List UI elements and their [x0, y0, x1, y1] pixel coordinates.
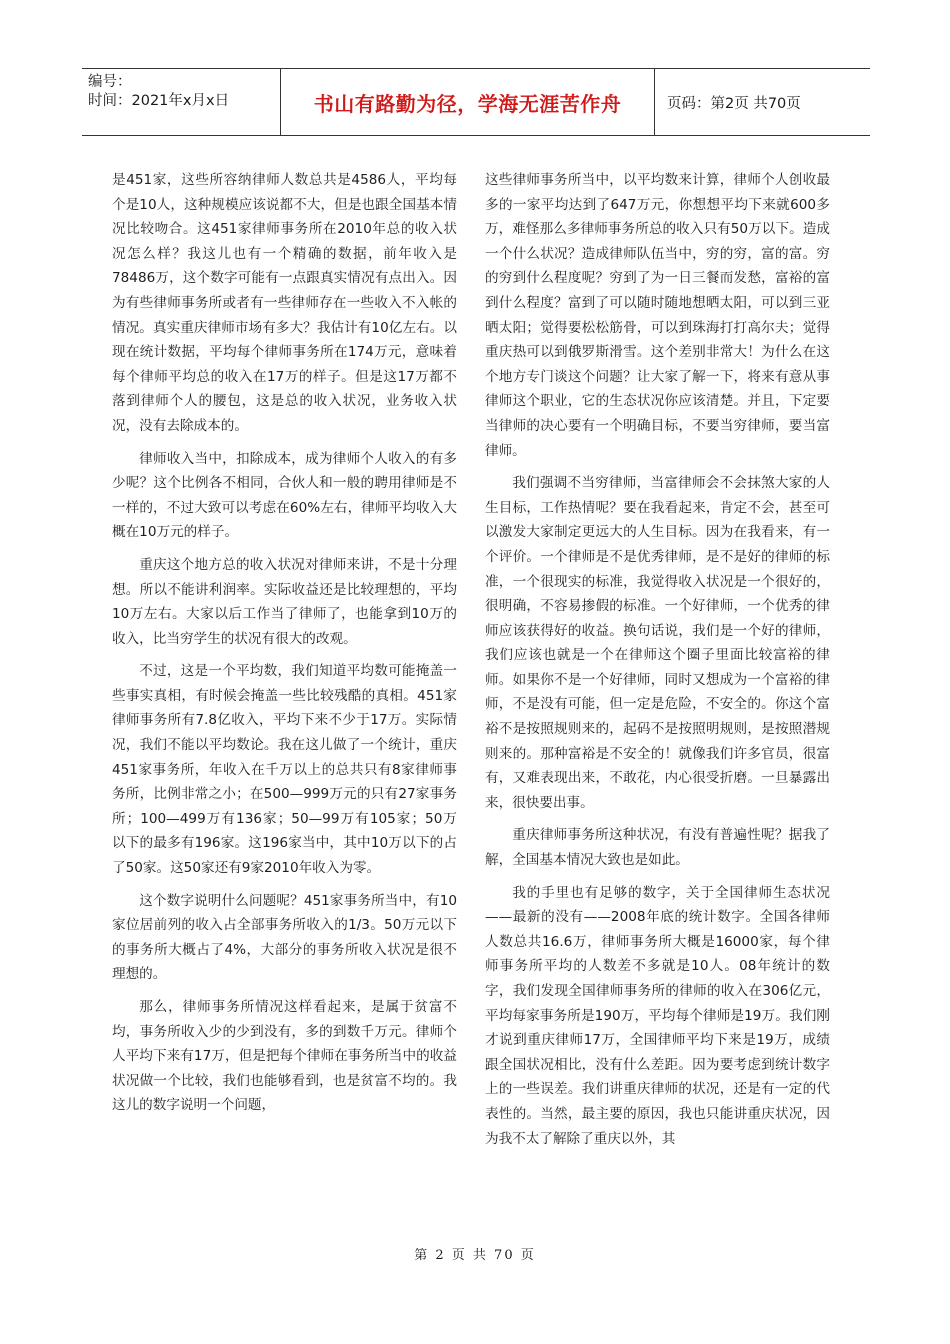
- right-column: [485, 168, 830, 1228]
- left-column: [112, 168, 457, 1228]
- paragraph: 是451家，这些所容纳律师人数总共是4586人，平均每个是10人，这种规模应该说都不大，但是也跟全国基本情况比较吻合。这451家律师事务所在2010年总的收入状况怎么样？我这儿也有一个精确的数据，前年收入是78486万，这个数字可能有一点跟真实情况有点出入。因为有些律师事务所或者有一些律师存在一些收入不入帐的情况。真实重庆律师市场有多大？我估计有10亿左右。以现在统计数据，平均每个律师事务所在174万元，意味着每个律师平均总的收入在17万的样子。但是这17万都不落到律师个人的腰包，这是总的收入状况，业务收入状况，没有去除成本的。: [112, 172, 457, 434]
- paragraph: 那么，律师事务所情况这样看起来，是属于贫富不均，事务所收入少的少到没有，多的到数千万元。律师个人平均下来有17万，但是把每个律师在事务所当中的收益状况做一个比较，我们也能够看到，也是贫富不均的。我这儿的数字说明一个问题，: [112, 999, 457, 1114]
- page-footer: 第 2 页 共 70 页: [414, 1248, 536, 1263]
- paragraph: 我的手里也有足够的数字，关于全国律师生态状况——最新的没有——2008年底的统计数字。全国各律师人数总共16.6万，律师事务所大概是16000家，每个律师事务所平均的人数差不多就是10人。08年统计的数字，我们发现全国律师事务所的律师的收入在306亿元，平均每家事务所是190万，平均每个律师是19万。我们刚才说到重庆律师17万，全国律师平均下来是19万，成绩跟全国状况相比，没有什么差距。因为要考虑到统计数字上的一些误差。我们讲重庆律师的状况，还是有一定的代表性的。当然，最主要的原因，我也只能讲重庆状况，因为我不太了解除了重庆以外，其: [485, 884, 830, 1147]
- header-meta: [82, 69, 280, 135]
- paragraph: 这些律师事务所当中，以平均数来计算，律师个人创收最多的一家平均达到了647万元，你想想平均下来就600多万，难怪那么多律师事务所总的收入只有50万以下。造成一个什么状况？造成律师队伍当中，穷的穷，富的富。穷的穷到什么程度呢？穷到了为一日三餐而发愁，富裕的富到什么程度？富到了可以随时随地想晒太阳，可以到三亚晒太阳；觉得要松松筋骨，可以到珠海打打高尔夫；觉得重庆热可以到俄罗斯滑雪。这个差别非常大！为什么在这个地方专门谈这个问题？让大家了解一下，将来有意从事律师这个职业，它的生态状况你应该清楚。并且，下定要当律师的决心要有一个明确目标，不要当穷律师，要当富律师。: [485, 172, 830, 459]
- paragraph: 律师收入当中，扣除成本，成为律师个人收入的有多少呢？这个比例各不相同，合伙人和一般的聘用律师是不一样的，不过大致可以考虑在60%左右，律师平均收入大概在10万元的样子。: [112, 450, 457, 541]
- document-body: [112, 168, 830, 1228]
- paragraph: 我们强调不当穷律师，当富律师会不会抹煞大家的人生目标，工作热情呢？要在我看起来，肯定不会，甚至可以激发大家制定更远大的人生目标。因为在我看来，有一个评价。一个律师是不是优秀律师，是不是好的律师的标准，一个很现实的标准，我觉得收入状况是一个很好的，很明确，不容易掺假的标准。一个好律师，一个优秀的律师应该获得好的收益。换句话说，我们是一个好的律师，我们应该也就是一个在律师这个圈子里面比较富裕的律师。如果你不是一个好律师，同时又想成为一个富裕的律师，不是没有可能，但一定是危险，不安全的。你这个富裕不是按照规则来的，起码不是按照明规则，是按照潜规则来的。那种富裕是不安全的！就像我们许多官员，很富有，又难表现出来，不敢花，内心很受折磨。一旦暴露出来，很快要出事。: [485, 475, 830, 811]
- document-number-label: 编号：: [88, 74, 132, 90]
- paragraph: 重庆律师事务所这种状况，有没有普遍性呢？据我了解，全国基本情况大致也是如此。: [485, 827, 830, 869]
- header-page-info: 页码：第2页 共70页: [667, 95, 801, 112]
- paragraph: 不过，这是一个平均数，我们知道平均数可能掩盖一些事实真相，有时候会掩盖一些比较残酷的真相。451家律师事务所有7.8亿收入，平均下来不少于17万。实际情况，我们不能以平均数论。我在这儿做了一个统计，重庆451家事务所，年收入在千万以上的总共只有8家律师事务所，比例非常之小；在500—999万元的只有27家事务所；100—499万有136家；50—99万有105家；50万以下的最多有196家。这196家当中，其中10万以下的占了50家。这50家还有9家2010年收入为零。: [112, 663, 457, 877]
- paragraph: 重庆这个地方总的收入状况对律师来讲，不是十分理想。所以不能讲利润率。实际收益还是比较理想的，平均10万左右。大家以后工作当了律师了，也能拿到10万的收入，比当穷学生的状况有很大的改观。: [112, 556, 457, 647]
- page-header: [82, 68, 870, 136]
- paragraph: 这个数字说明什么问题呢？451家事务所当中，有10家位居前列的收入占全部事务所收入的1/3。50万元以下的事务所大概占了4%，大部分的事务所收入状况是很不理想的。: [112, 892, 457, 983]
- document-time-label: 时间：2021年x月x日: [88, 93, 230, 109]
- header-motto: 书山有路勤为径，学海无涯苦作舟: [313, 91, 622, 116]
- header-motto-cell: [280, 69, 655, 135]
